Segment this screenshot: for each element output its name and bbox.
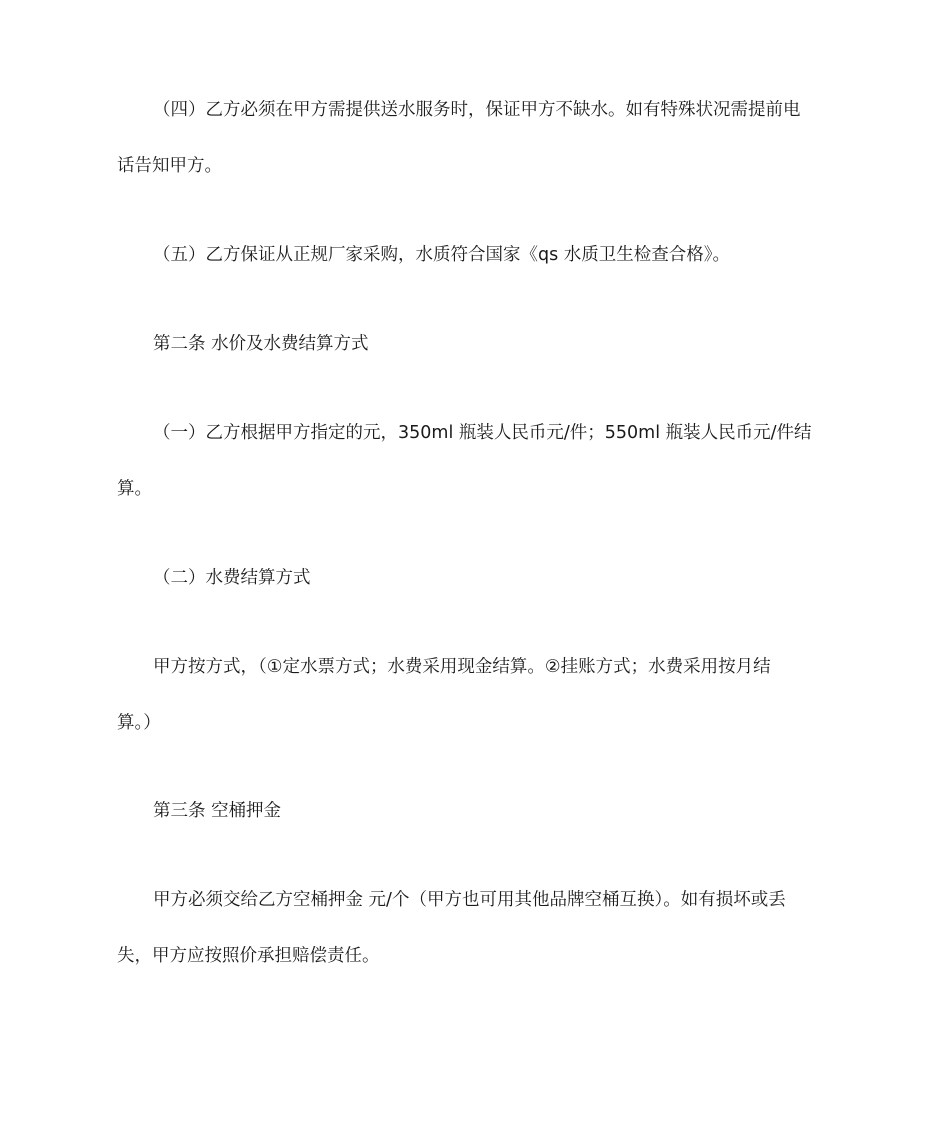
paragraph-payment-line-1: 甲方按方式，（①定水票方式；水费采用现金结算。②挂账方式；水费采用按月结 [153,657,771,677]
article-two-heading: 第二条 水价及水费结算方式 [153,334,369,354]
paragraph-deposit-line-2: 失，甲方应按照价承担赔偿责任。 [117,946,380,966]
paragraph-two-one-line-1: （一）乙方根据甲方指定的元，350ml 瓶装人民币元/件；550ml 瓶装人民币元/件结 [153,423,812,443]
paragraph-deposit-line-1: 甲方必须交给乙方空桶押金 元/个（甲方也可用其他品牌空桶互换）。如有损坏或丢 [153,890,786,910]
article-three-heading: 第三条 空桶押金 [153,801,282,821]
paragraph-two-two-line-1: （二）水费结算方式 [153,568,311,588]
paragraph-two-one-line-2: 算。 [117,479,152,499]
paragraph-four-line-1: （四）乙方必须在甲方需提供送水服务时，保证甲方不缺水。如有特殊状况需提前电 [153,100,801,120]
paragraph-payment-line-2: 算。） [117,713,161,733]
paragraph-five-line-1: （五）乙方保证从正规厂家采购，水质符合国家《qs 水质卫生检查合格》。 [153,245,731,265]
paragraph-four-line-2: 话告知甲方。 [117,156,222,176]
